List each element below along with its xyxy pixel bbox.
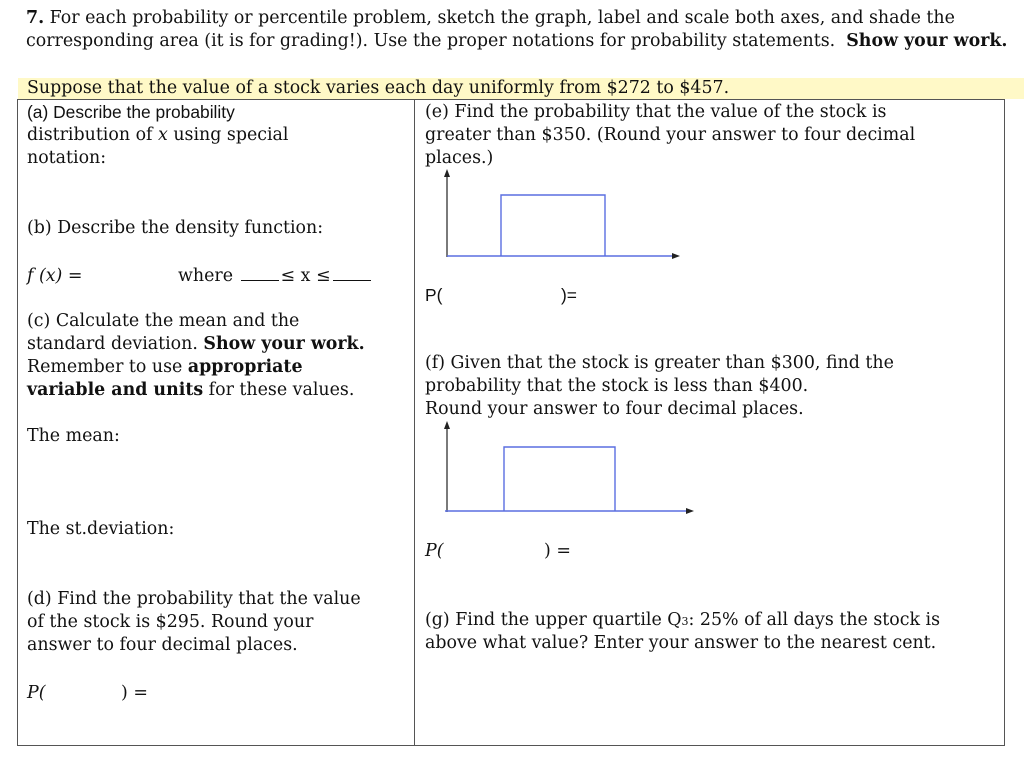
part-c-line4-post: for these values. xyxy=(203,380,355,400)
part-g-line1-pre: (g) Find the upper quartile Q xyxy=(425,610,682,630)
part-f-p-open: P( xyxy=(425,541,444,561)
question-instructions: For each probability or percentile problem, sketch the graph, label and scale both axes, and shade the corresponding area (it is for grading!). Use the proper notations for probability statements. xyxy=(26,8,955,51)
part-a-line2-post: using special xyxy=(167,125,289,145)
graph-f-y-arrow xyxy=(444,421,450,429)
part-c-line2-pre: standard deviation. xyxy=(27,334,204,354)
mean-label: The mean: xyxy=(27,426,120,446)
part-f-line3: Round your answer to four decimal places. xyxy=(425,399,804,419)
part-f-line2: probability that the stock is less than $400. xyxy=(425,376,809,396)
question-number: 7. xyxy=(26,8,45,28)
part-b-line1: (b) Describe the density function: xyxy=(27,218,324,238)
part-a-line2-pre: distribution of xyxy=(27,125,158,145)
part-e-line1: (e) Find the probability that the value of the stock is xyxy=(425,102,887,122)
part-d-p-close: ) = xyxy=(121,683,148,703)
part-a-line3: notation: xyxy=(27,148,107,168)
sd-label: The st.deviation: xyxy=(27,519,175,539)
part-a-line1: (a) Describe the probability xyxy=(27,102,235,122)
part-f-line1: (f) Given that the stock is greater than $300, find the xyxy=(425,353,894,373)
part-f-p-close: ) = xyxy=(544,541,571,561)
scenario-text: Suppose that the value of a stock varies each day uniformly from $272 to $457. xyxy=(27,78,730,98)
graph-f-x-arrow xyxy=(686,508,694,514)
part-d-line2: of the stock is $295. Round your xyxy=(27,612,314,632)
inequality: ≤ x ≤ xyxy=(280,266,331,286)
q3-subscript: 3 xyxy=(681,615,689,628)
part-d-line1: (d) Find the probability that the value xyxy=(27,589,361,609)
part-d-p-open: P( xyxy=(27,683,46,703)
part-e-line3: places.) xyxy=(425,148,494,168)
part-g-line1 xyxy=(425,609,940,633)
graph-f-density-box xyxy=(504,447,615,511)
part-c-variable-units: variable and units xyxy=(27,380,204,400)
part-e-p-close: )= xyxy=(561,285,577,305)
show-work-note: Show your work. xyxy=(846,31,1008,51)
part-c-line1: (c) Calculate the mean and the xyxy=(27,311,300,331)
part-c-show-work: Show your work. xyxy=(203,334,365,354)
part-e-line2: greater than $350. (Round your answer to four decimal xyxy=(425,125,916,145)
variable-x: x xyxy=(158,125,168,145)
part-g-line1-post: : 25% of all days the stock is xyxy=(688,610,941,630)
part-c-appropriate: appropriate xyxy=(187,357,303,377)
part-g-line2: above what value? Enter your answer to the nearest cent. xyxy=(425,633,937,653)
part-c-line3-pre: Remember to use xyxy=(27,357,188,377)
density-fx: f (x) = xyxy=(27,266,83,286)
part-e-p-open: P( xyxy=(425,285,443,305)
part-d-line3: answer to four decimal places. xyxy=(27,635,298,655)
where-label: where xyxy=(178,266,233,286)
